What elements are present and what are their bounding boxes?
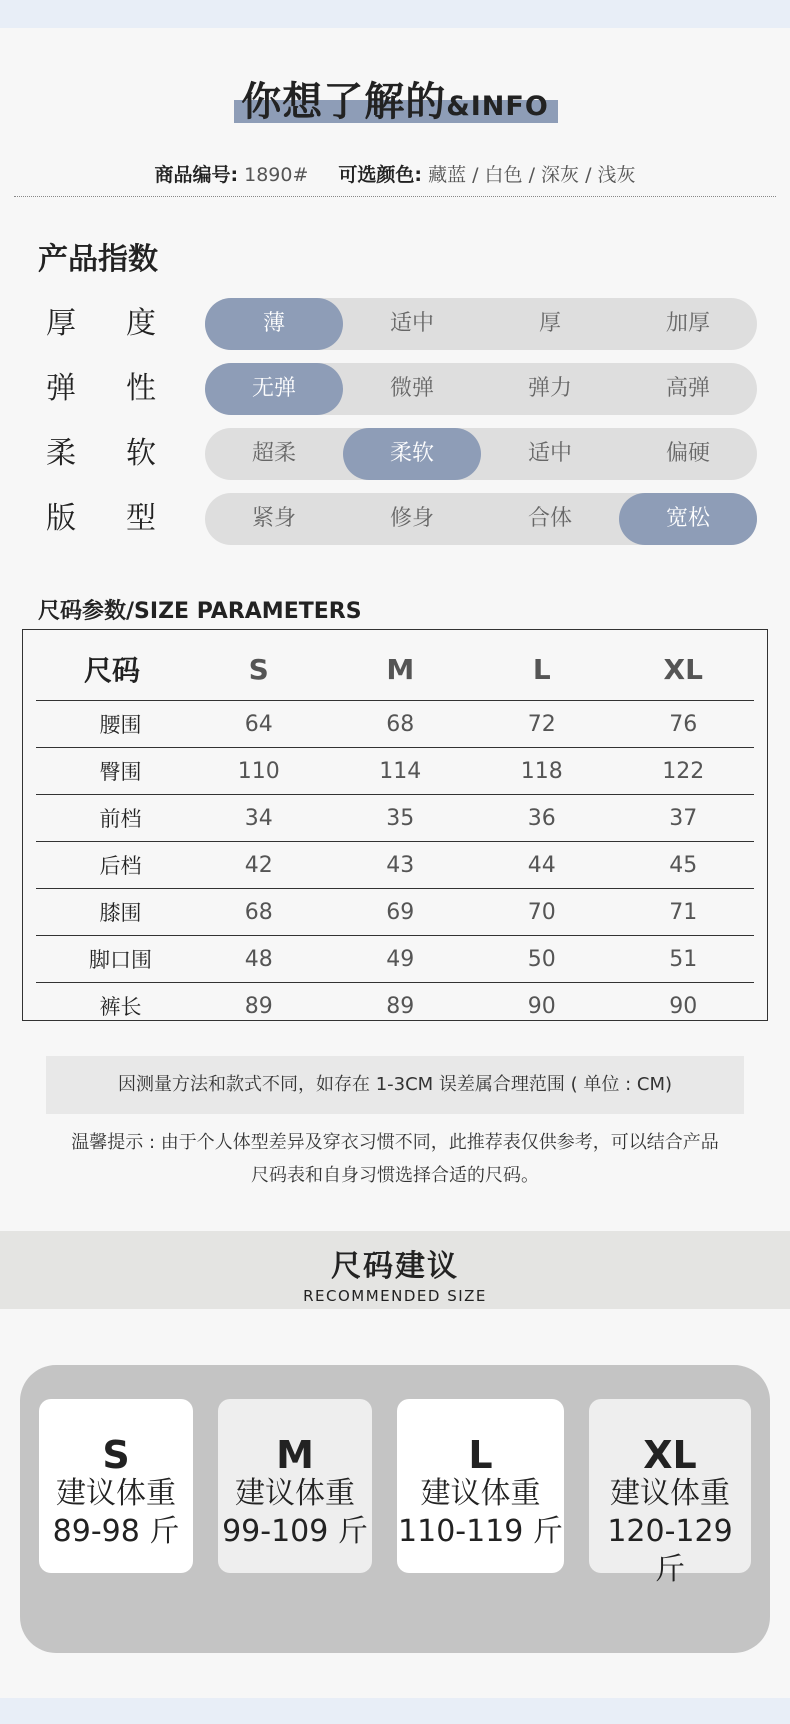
index-row [46,298,758,350]
index-scale [205,298,757,350]
card-weight: 120-129 斤 [607,1514,733,1587]
card-label: 建议体重 [610,1476,730,1511]
table-row [36,889,754,936]
index-scale [205,363,757,415]
cell-value: 36 [471,795,613,842]
card-label: 建议体重 [56,1476,176,1511]
table-row [36,842,754,889]
cell-value: 114 [330,748,472,795]
index-label [46,298,156,350]
tip-text [60,1126,730,1192]
cell-value: 110 [188,748,330,795]
cell-value: 68 [330,701,472,748]
index-label-char: 度 [126,306,156,341]
dotted-divider [14,196,776,197]
index-option: 修身 [389,506,434,531]
row-label: 臀围 [36,748,188,795]
cell-value: 90 [527,993,556,1019]
size-col-l: L [471,638,613,701]
index-option: 高弹 [665,376,710,401]
item-no-label: 商品编号: [154,164,239,186]
row-label: 膝围 [36,889,188,936]
row-label: 腰围 [36,701,188,748]
cell-value: 50 [471,936,613,983]
cell-value: 51 [613,936,755,983]
tip-line-2: 尺码表和自身习惯选择合适的尺码。 [251,1165,539,1186]
cell-value: 37 [613,795,755,842]
index-label-char: 版 [46,501,76,536]
card-size: L [468,1433,493,1477]
cell-value: 71 [613,889,755,936]
cell-value: 89 [244,993,273,1019]
card-weight: 89-98 斤 [52,1514,180,1549]
tip-line-1: 温馨提示 : 由于个人体型差异及穿衣习惯不同，此推荐表仅供参考，可以结合产品 [71,1132,719,1153]
index-label-char: 性 [126,371,156,406]
cell-value: 49 [330,936,472,983]
index-row [46,493,758,545]
size-card-m [218,1399,372,1573]
index-row [46,363,758,415]
colors-value: 藏蓝 / 白色 / 深灰 / 浅灰 [428,164,636,186]
index-scale [205,493,757,545]
index-label-char: 型 [126,501,156,536]
size-card-xl [589,1399,751,1587]
table-row [36,748,754,795]
index-label-char: 厚 [46,306,76,341]
cell-value: 64 [188,701,330,748]
card-size: XL [643,1433,697,1477]
cell-value: 43 [330,842,472,889]
cell-value: 68 [188,889,330,936]
size-card-s [39,1399,193,1573]
top-band [0,0,790,28]
recommend-panel [20,1365,770,1653]
table-row [36,701,754,748]
row-label: 前档 [36,795,188,842]
index-option: 合体 [527,506,572,531]
cell-value: 89 [386,993,415,1019]
index-option: 超柔 [251,441,296,466]
table-row [36,795,754,842]
index-label-char: 柔 [46,436,76,471]
size-params-title: 尺码参数/SIZE PARAMETERS [38,599,362,624]
size-table-header [36,638,754,701]
index-option: 偏硬 [665,441,710,466]
bottom-band [0,1698,790,1724]
size-col-xl: XL [613,638,755,701]
cell-value: 70 [471,889,613,936]
index-label-char: 弹 [46,371,76,406]
index-label [46,493,156,545]
cell-value: 69 [330,889,472,936]
card-weight: 99-109 斤 [222,1514,368,1549]
index-scale [205,428,757,480]
index-label [46,428,156,480]
product-index-title: 产品指数 [38,242,158,277]
index-option: 微弹 [389,376,434,401]
measurement-note: 因测量方法和款式不同，如存在 1-3CM 误差属合理范围 ( 单位 : CM) [46,1056,744,1114]
cell-value: 48 [188,936,330,983]
size-col-label: 尺码 [36,638,188,701]
index-label [46,363,156,415]
index-label-char: 软 [126,436,156,471]
index-option: 适中 [389,311,434,336]
product-meta [0,160,790,187]
row-label: 裤长 [99,995,142,1019]
index-option: 弹力 [527,376,572,401]
table-row [36,936,754,983]
size-table [22,629,768,1021]
title-zh: 你想了解的 [241,79,447,125]
page-title [0,70,790,127]
card-size: M [276,1433,314,1477]
cell-value: 118 [471,748,613,795]
cell-value: 122 [613,748,755,795]
recommend-title-en: RECOMMENDED SIZE [303,1287,487,1305]
recommend-title-zh: 尺码建议 [331,1249,459,1284]
cell-value: 44 [471,842,613,889]
card-label: 建议体重 [420,1476,541,1511]
size-col-m: M [330,638,472,701]
row-label: 后档 [36,842,188,889]
index-option: 加厚 [665,311,710,336]
colors-label: 可选颜色: [338,164,423,186]
recommend-header [0,1231,790,1309]
row-label: 脚口围 [36,936,188,983]
cell-value: 72 [471,701,613,748]
index-row [46,428,758,480]
index-option-selected: 薄 [205,298,343,350]
card-weight: 110-119 斤 [398,1514,563,1549]
index-option-selected: 柔软 [343,428,481,480]
title-en: &INFO [446,91,549,122]
size-card-l [397,1399,564,1573]
cell-value: 35 [330,795,472,842]
index-option-selected: 无弹 [205,363,343,415]
item-no-value: 1890# [244,164,309,186]
cell-value: 42 [188,842,330,889]
index-option: 适中 [527,441,572,466]
index-option: 紧身 [251,506,296,531]
card-size: S [102,1433,130,1477]
cell-value: 45 [613,842,755,889]
cell-value: 90 [669,993,698,1019]
cell-value: 76 [613,701,755,748]
table-row [36,983,754,1030]
cell-value: 34 [188,795,330,842]
index-option: 厚 [538,311,561,336]
index-option-selected: 宽松 [619,493,757,545]
size-col-s: S [188,638,330,701]
card-label: 建议体重 [235,1476,355,1511]
